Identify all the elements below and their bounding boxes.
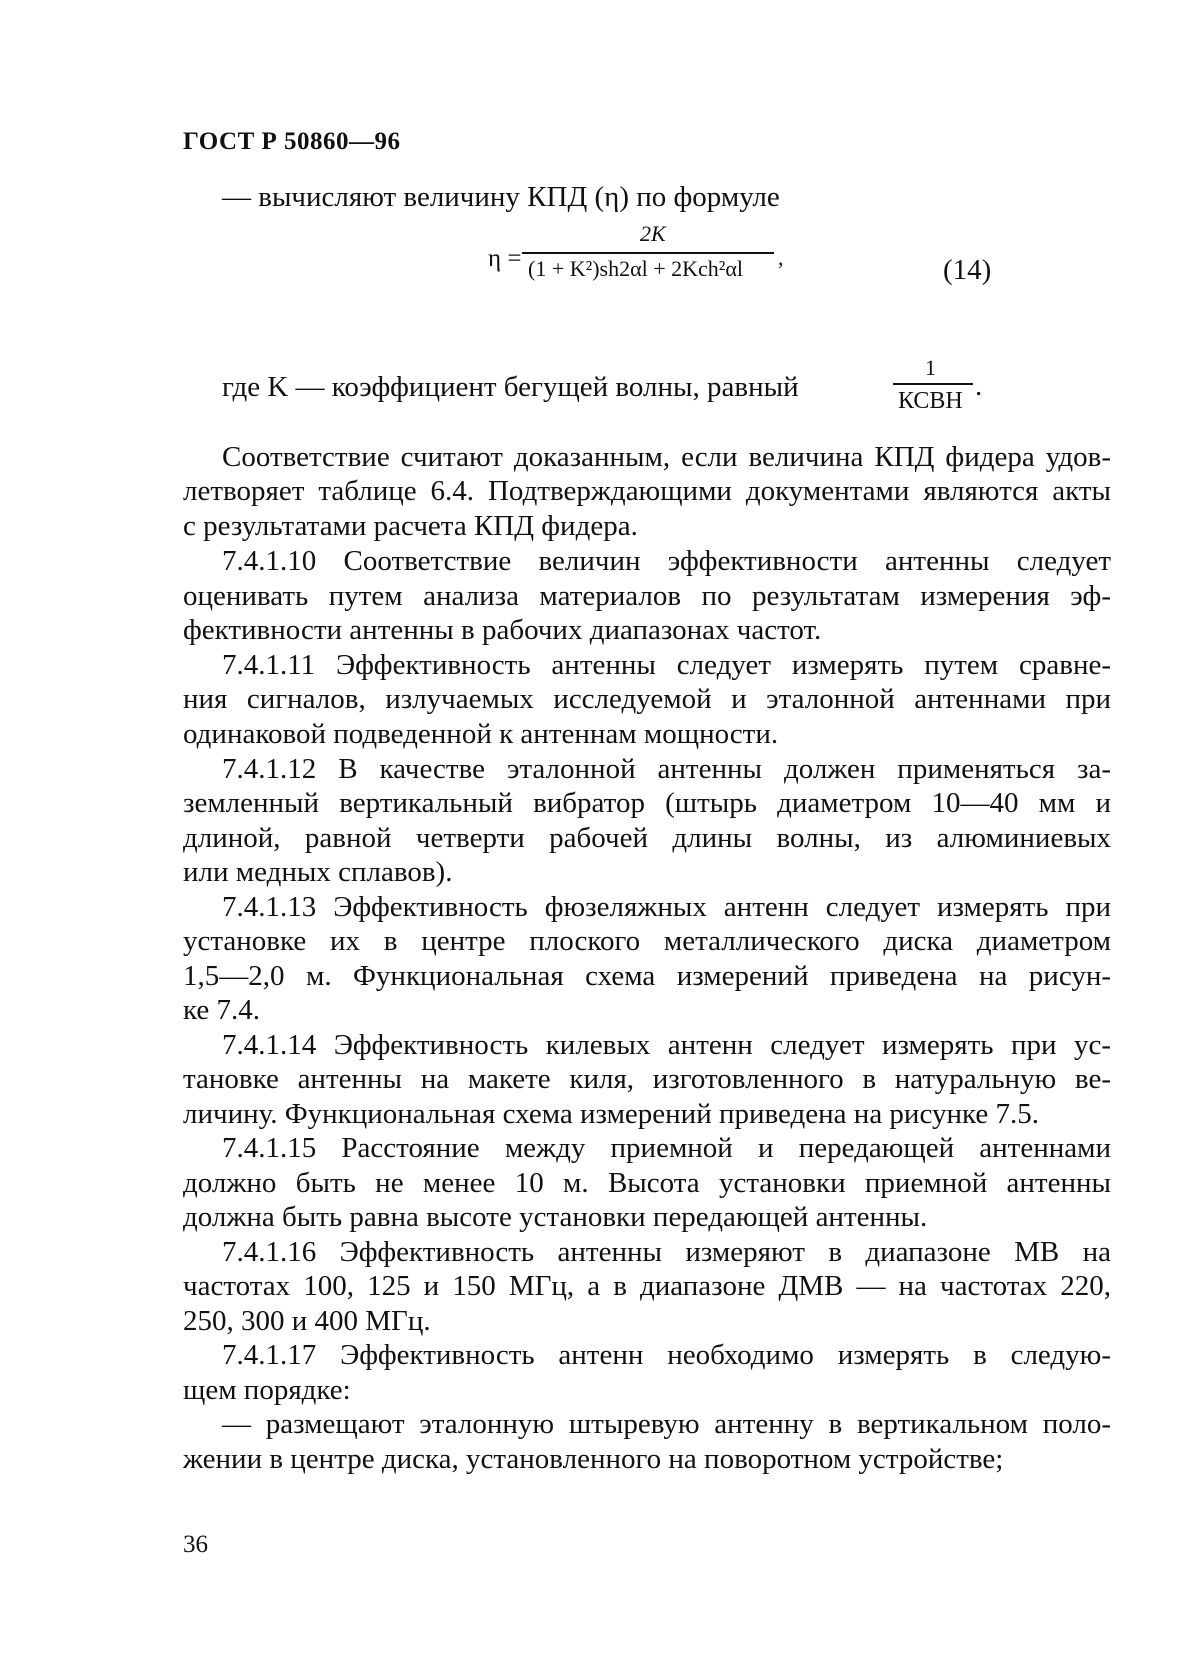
text-line: одинаковой подведенной к антеннам мощности. [183,718,779,750]
text-line: — размещают эталонную штыревую антенну в вертикальном поло- [222,1408,1111,1440]
text-line: земленный вертикальный вибратор (штырь диаметром 10—40 мм и [183,787,1111,819]
text-line: ке 7.4. [183,994,260,1026]
text-line: жении в центре диска, установленного на поворотном устройстве; [183,1443,1004,1475]
text-line: щем порядке: [183,1374,351,1406]
ksvn-trailing: . [975,370,983,402]
intro-line: — вычисляют величину КПД (η) по формуле [222,181,780,213]
text-line: 7.4.1.16 Эффективность антенны измеряют в диапазоне МВ на [222,1236,1111,1268]
text-line: 7.4.1.15 Расстояние между приемной и передающей антеннами [222,1132,1111,1164]
text-line: длиной, равной четверти рабочей длины волны, из алюминиевых [183,822,1111,854]
text-line: 7.4.1.10 Соответствие величин эффективности антенны следует [222,545,1111,577]
where-line: где K — коэффициент бегущей волны, равный [222,371,799,403]
text-line: 7.4.1.17 Эффективность антенн необходимо измерять в следую- [222,1339,1111,1371]
text-line: тановке антенны на макете киля, изготовленного в натуральную ве- [183,1063,1111,1095]
text-line: 7.4.1.11 Эффективность антенны следует измерять путем сравне- [222,649,1111,681]
equation-number: (14) [943,254,992,286]
ksvn-denominator: КСВН [898,388,963,414]
text-line: 250, 300 и 400 МГц. [183,1305,431,1337]
text-line: Соответствие считают доказанным, если величина КПД фидера удов- [222,441,1111,473]
text-line: 7.4.1.12 В качестве эталонной антенны должен применяться за- [222,753,1111,785]
text-line: оценивать путем анализа материалов по результатам измерения эф- [183,580,1111,612]
text-line: должна быть равна высоте установки передающей антенны. [183,1201,928,1233]
text-line: должно быть не менее 10 м. Высота установки приемной антенны [183,1167,1111,1199]
text-line: 7.4.1.14 Эффективность килевых антенн следует измерять при ус- [222,1029,1111,1061]
text-line: частотах 100, 125 и 150 МГц, а в диапазоне ДМВ — на частотах 220, [183,1270,1111,1302]
formula-numerator: 2K [640,221,666,246]
formula-lhs: η = [488,245,522,272]
text-line: летворяет таблице 6.4. Подтверждающими документами являются акты [183,475,1111,507]
text-line: 7.4.1.13 Эффективность фюзеляжных антенн следует измерять при [222,891,1111,923]
document-header: ГОСТ Р 50860—96 [183,128,401,155]
page-number: 36 [183,1531,208,1558]
text-line: с результатами расчета КПД фидера. [183,510,638,542]
ksvn-fraction-bar [893,383,973,385]
formula-fraction-bar [522,252,774,254]
text-line: 1,5—2,0 м. Функциональная схема измерений приведена на рисун- [183,960,1111,992]
ksvn-numerator: 1 [925,355,936,380]
text-line: установке их в центре плоского металлического диска диаметром [183,925,1111,957]
text-line: или медных сплавов). [183,856,453,888]
text-line: ния сигналов, излучаемых исследуемой и эталонной антеннами при [183,683,1111,715]
text-line: фективности антенны в рабочих диапазонах частот. [183,614,822,646]
formula-denominator: (1 + K²)sh2αl + 2Kch²αl [528,256,744,281]
formula-14 [480,221,820,295]
text-line: личину. Функциональная схема измерений приведена на рисунке 7.5. [183,1098,1039,1130]
formula-trailing: , [778,245,784,270]
